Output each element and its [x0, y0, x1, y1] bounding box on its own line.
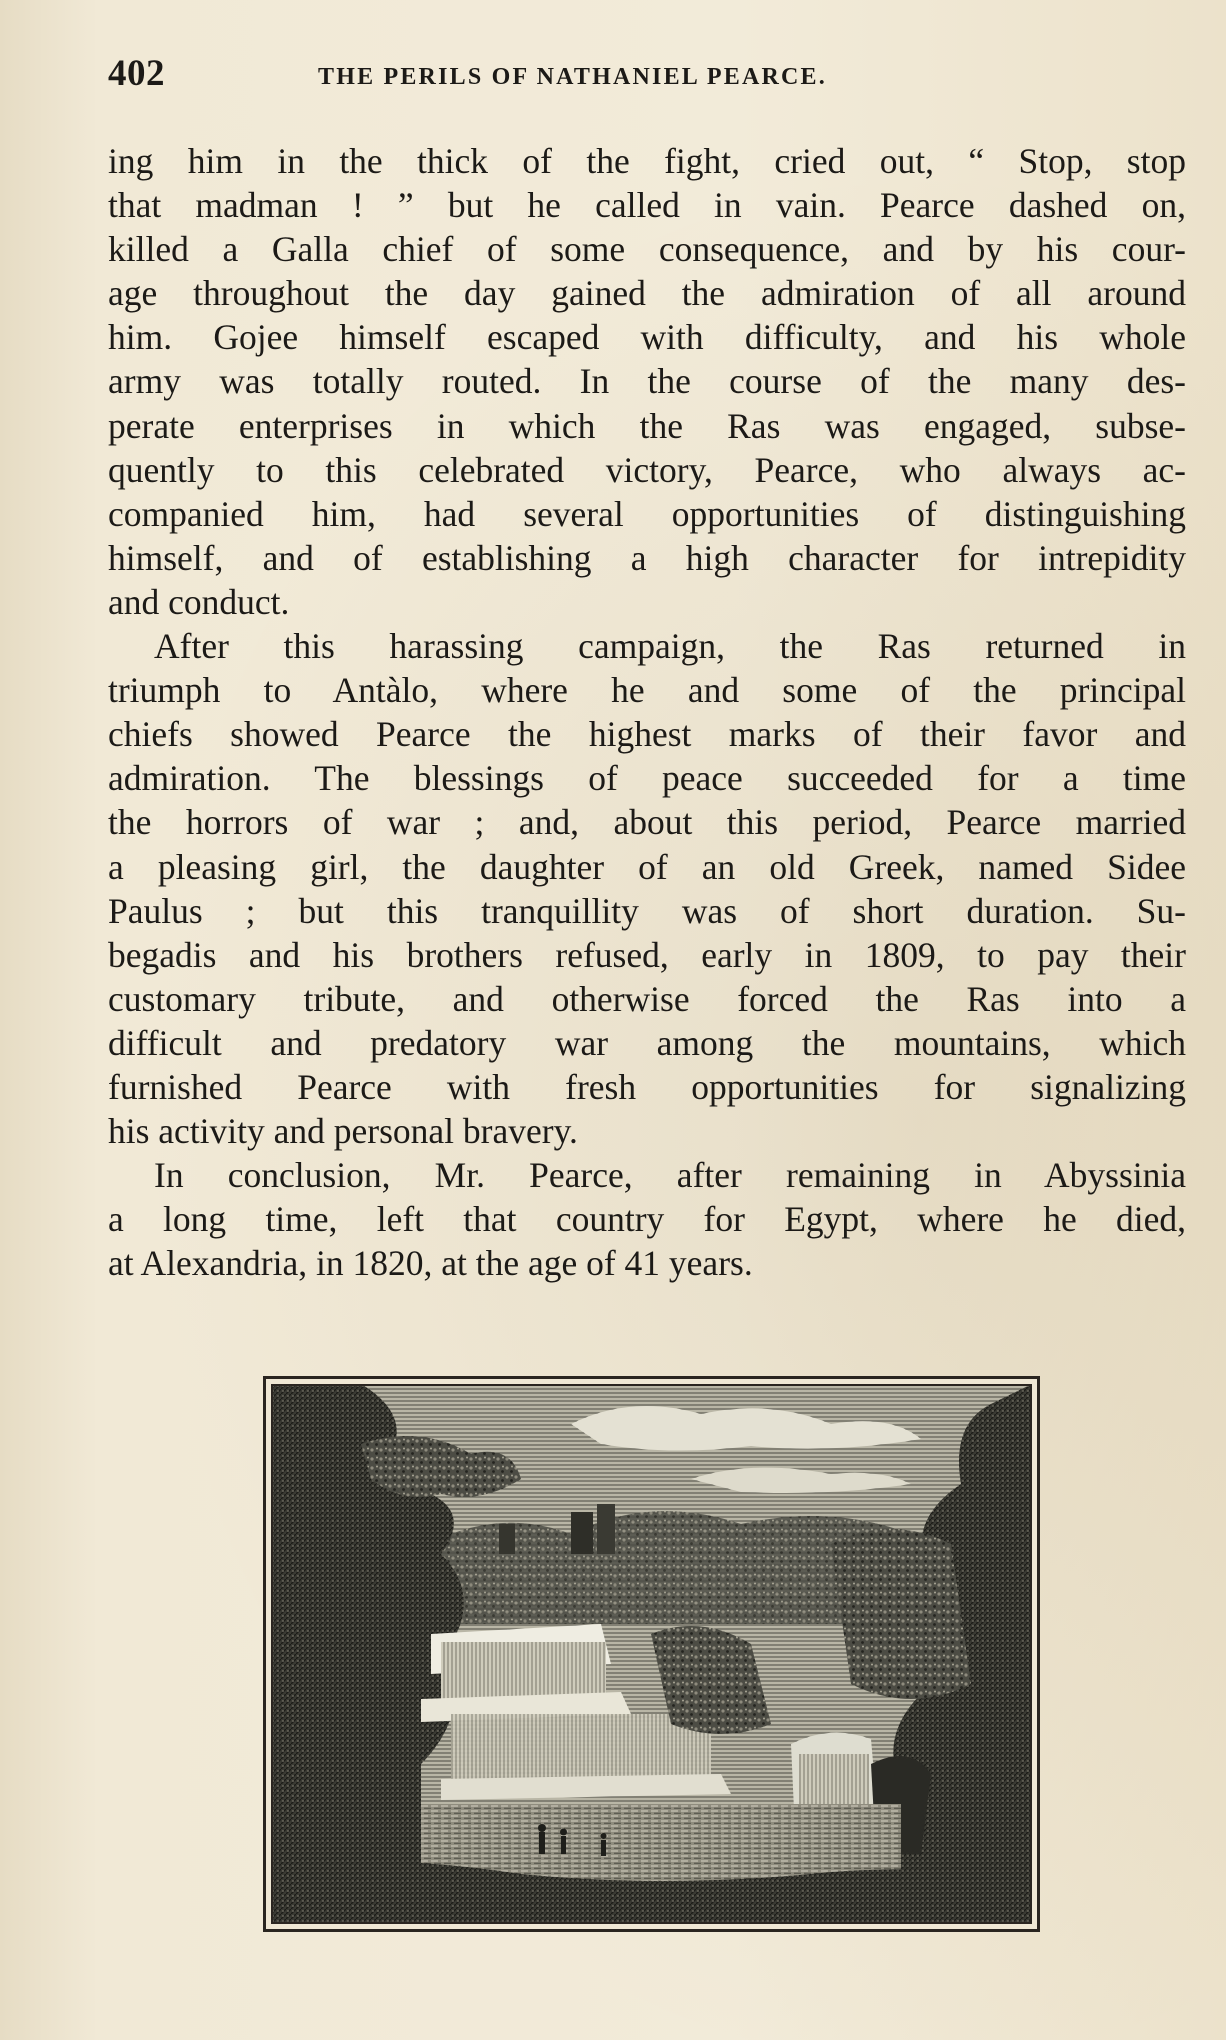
text-line: a long time, left that country for Egypt, where he died, — [108, 1199, 1186, 1240]
body-text — [108, 139, 1186, 1285]
text-line: chiefs showed Pearce the highest marks of their favor and — [108, 714, 1186, 755]
text-line: army was totally routed. In the course of the many des- — [108, 361, 1186, 402]
running-title: THE PERILS OF NATHANIEL PEARCE. — [318, 64, 827, 90]
text-line: furnished Pearce with fresh opportunities for signalizing — [108, 1066, 1186, 1107]
text-line: and conduct. — [108, 581, 290, 622]
text-line: Paulus ; but this tranquillity was of short duration. Su- — [108, 890, 1186, 931]
text-line: customary tribute, and otherwise forced the Ras into a — [108, 978, 1186, 1019]
text-line: a pleasing girl, the daughter of an old Greek, named Sidee — [108, 846, 1186, 887]
text-line: quently to this celebrated victory, Pearce, who always ac- — [108, 449, 1186, 490]
text-line: him. Gojee himself escaped with difficulty, and his whole — [108, 317, 1186, 358]
engraving-picture — [271, 1384, 1032, 1924]
text-line: begadis and his brothers refused, early in 1809, to pay their — [108, 934, 1186, 975]
text-line: triumph to Antàlo, where he and some of the principal — [108, 670, 1186, 711]
text-line: perate enterprises in which the Ras was engaged, subse- — [108, 405, 1186, 446]
text-line: killed a Galla chief of some consequence, and by his cour- — [108, 229, 1186, 270]
text-line: In conclusion, Mr. Pearce, after remaining in Abyssinia — [154, 1155, 1186, 1196]
text-line: himself, and of establishing a high character for intrepidity — [108, 537, 1186, 578]
text-line: admiration. The blessings of peace succeeded for a time — [108, 758, 1186, 799]
text-line: at Alexandria, in 1820, at the age of 41 years. — [108, 1243, 753, 1284]
text-line: ing him in the thick of the fight, cried out, “ Stop, stop — [108, 141, 1186, 181]
text-line: After this harassing campaign, the Ras returned in — [154, 626, 1186, 667]
text-line: age throughout the day gained the admiration of all around — [108, 273, 1186, 314]
page-number: 402 — [108, 53, 165, 94]
text-line: that madman ! ” but he called in vain. Pearce dashed on, — [108, 185, 1186, 226]
running-head — [108, 52, 1178, 102]
waterfall-engraving — [263, 1376, 1040, 1932]
text-line: his activity and personal bravery. — [108, 1111, 578, 1152]
text-line: the horrors of war ; and, about this period, Pearce married — [108, 802, 1186, 843]
text-line: difficult and predatory war among the mountains, which — [108, 1022, 1186, 1063]
text-line: companied him, had several opportunities of distinguishing — [108, 493, 1186, 534]
